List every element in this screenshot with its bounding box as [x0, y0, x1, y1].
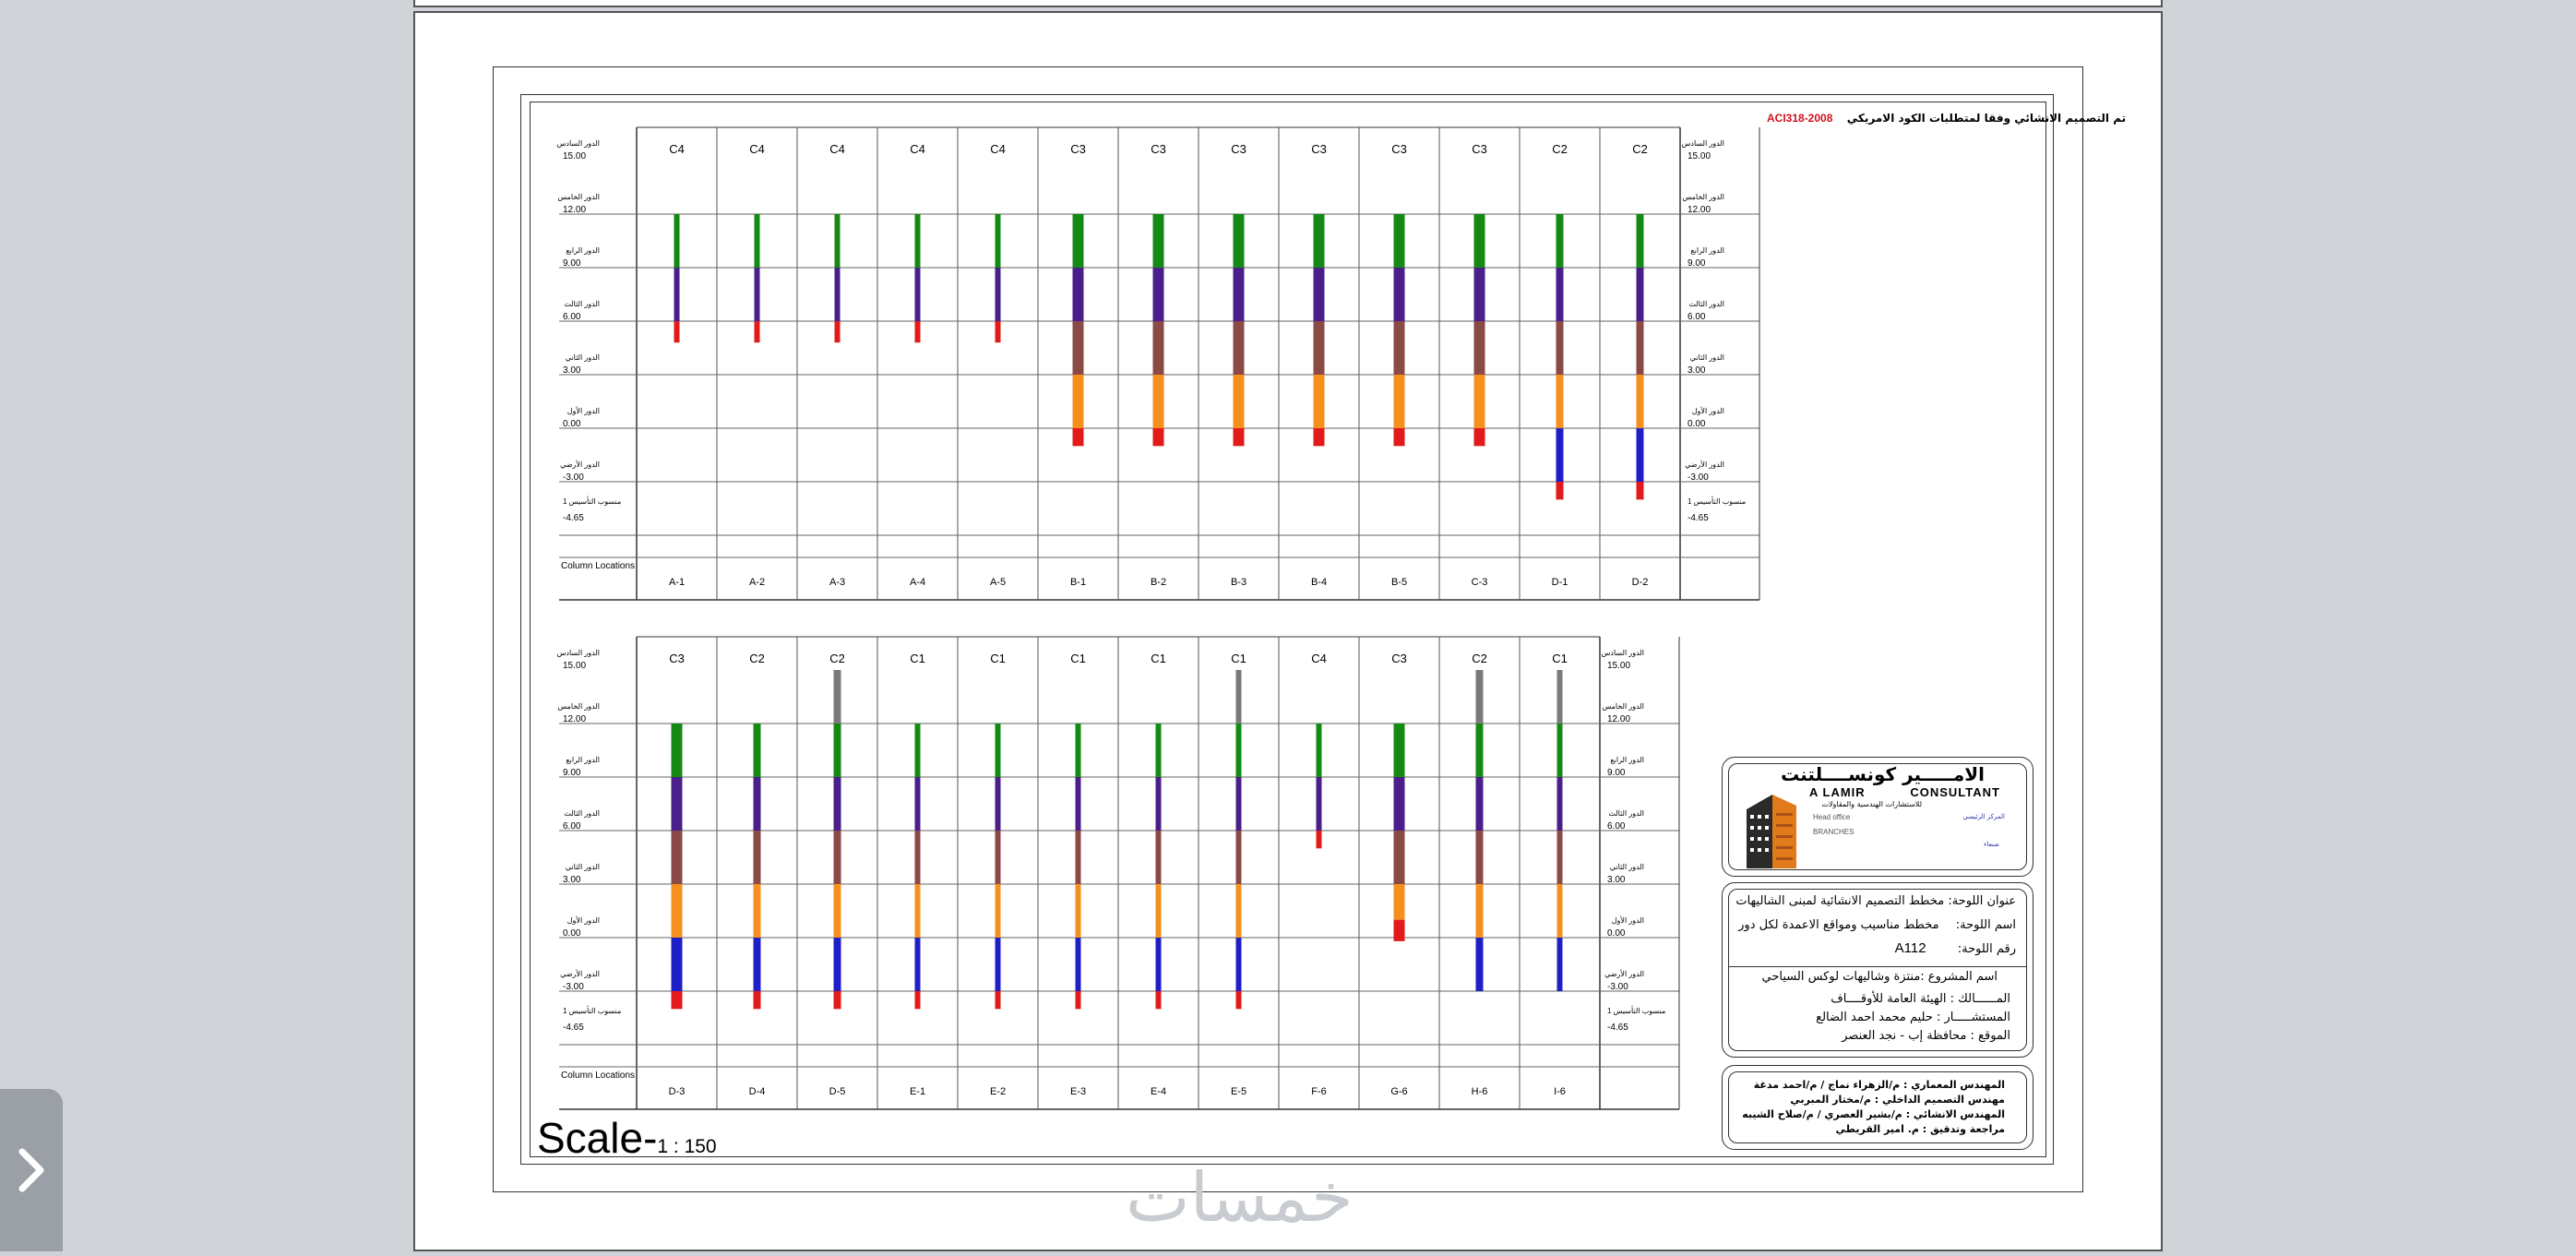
- level-name: الدور الخامس: [1602, 702, 1644, 711]
- level-name: الدور الثالث: [564, 809, 600, 818]
- level-elevation: 15.00: [1607, 661, 1631, 671]
- level-elevation: 9.00: [563, 768, 581, 778]
- sheet-name-label: اسم اللوحة:: [1955, 918, 2016, 932]
- column-segment: [1073, 268, 1084, 321]
- column-segment: [1314, 375, 1325, 428]
- column-segment: [1556, 375, 1564, 428]
- column-type-label: C3: [1391, 142, 1407, 156]
- column-segment: [1637, 321, 1644, 375]
- column-segment: [1234, 268, 1245, 321]
- column-segment: [754, 884, 761, 938]
- column-segment: [1073, 375, 1084, 428]
- column-segment: [755, 214, 760, 268]
- level-name: الدور السادس: [556, 139, 600, 148]
- level-elevation: -4.65: [1607, 1023, 1628, 1033]
- column-segment: [996, 268, 1001, 321]
- column-segment: [674, 268, 680, 321]
- company-name-en: [1809, 785, 2000, 799]
- column-segment: [1236, 991, 1242, 1009]
- column-segment: [1394, 428, 1405, 446]
- level-elevation: -3.00: [1688, 472, 1709, 483]
- column-segment: [1394, 214, 1405, 268]
- column-segment: [672, 831, 683, 884]
- column-type-label: C2: [749, 652, 765, 665]
- column-type-label: C3: [1151, 142, 1166, 156]
- column-segment: [1637, 428, 1644, 482]
- sheet-title-label: عنوان اللوحة:: [1948, 894, 2016, 908]
- column-segment: [835, 268, 841, 321]
- level-name: الدور الرابع: [1610, 756, 1644, 764]
- architect-line: المهندس المعماري : م/الزهراء نماج / م/احمد مدغة: [1753, 1079, 2005, 1091]
- column-location-label: D-2: [1631, 577, 1649, 588]
- column-segment: [1153, 268, 1164, 321]
- level-elevation: 12.00: [1688, 205, 1711, 215]
- column-segment: [1557, 884, 1563, 938]
- column-segment: [1394, 777, 1405, 831]
- column-type-label: C3: [1391, 652, 1407, 665]
- column-segment: [1556, 214, 1564, 268]
- column-location-label: A-4: [909, 577, 926, 588]
- column-segment: [1076, 777, 1081, 831]
- column-segment: [996, 724, 1001, 777]
- review-line: مراجعة وتدقيق : م. امير القريطي: [1835, 1123, 2005, 1135]
- site-label: الموقع :: [1970, 1029, 2010, 1043]
- column-segment: [1557, 938, 1563, 991]
- office-branches: BRANCHES: [1813, 828, 1854, 836]
- column-type-label: C3: [1231, 142, 1246, 156]
- column-segment: [996, 884, 1001, 938]
- column-segment: [996, 321, 1001, 342]
- column-segment: [835, 214, 841, 268]
- level-elevation: 9.00: [1607, 768, 1626, 778]
- company-subtitle-ar: للاستشارات الهندسية والمقاولات: [1821, 800, 1922, 808]
- level-name: الدور الثاني: [1609, 863, 1644, 871]
- header-code: ACI318-2008: [1767, 112, 1833, 125]
- consultant-label: المستشـــــار :: [1937, 1011, 2010, 1024]
- column-segment: [674, 214, 680, 268]
- level-name: الدور الأرضي: [1604, 970, 1644, 978]
- column-segment: [1557, 777, 1563, 831]
- level-name: الدور الأرضي: [560, 970, 600, 978]
- column-segment: [672, 991, 683, 1009]
- company-name-en-left: A LAMIR: [1809, 785, 1866, 799]
- column-segment: [1236, 670, 1242, 724]
- sheet-name: مخطط مناسيب ومواقع الاعمدة لكل دور: [1738, 918, 1939, 932]
- column-segment: [1476, 884, 1484, 938]
- level-name: الدور السادس: [556, 649, 600, 657]
- project-row: [1762, 970, 1998, 984]
- site-row: [1842, 1029, 2010, 1043]
- column-segment: [1314, 428, 1325, 446]
- column-segment: [1637, 268, 1644, 321]
- column-location-label: D-4: [748, 1086, 766, 1097]
- level-name: الدور الرابع: [1690, 246, 1724, 255]
- column-type-label: C4: [829, 142, 845, 156]
- column-segment: [1394, 920, 1405, 941]
- column-segment: [674, 321, 680, 342]
- column-location-label: D-1: [1551, 577, 1568, 588]
- scale-label: Scale-: [537, 1114, 658, 1162]
- level-elevation: 12.00: [563, 205, 587, 215]
- column-segment: [1156, 884, 1162, 938]
- column-type-label: C2: [1552, 142, 1568, 156]
- level-elevation: 12.00: [1607, 714, 1631, 724]
- column-location-label: B-5: [1390, 577, 1408, 588]
- column-type-label: C1: [1151, 652, 1166, 665]
- level-elevation: 6.00: [1607, 821, 1626, 831]
- owner-row: [1831, 992, 2010, 1006]
- column-segment: [996, 991, 1001, 1009]
- consultant-row: [1816, 1011, 2010, 1024]
- column-segment: [1476, 670, 1484, 724]
- level-name: منسوب التأسيس 1: [563, 1007, 622, 1015]
- level-elevation: 9.00: [563, 258, 581, 269]
- project-label: اسم المشروع :: [1920, 970, 1998, 984]
- level-name: الدور الرابع: [566, 246, 600, 255]
- column-segment: [1476, 938, 1484, 991]
- column-segment: [1073, 214, 1084, 268]
- sheet-title: مخطط التصميم الانشائية لمبنى الشاليهات: [1735, 894, 1945, 908]
- level-name: الدور الأرضي: [560, 461, 600, 469]
- level-name: الدور الأول: [566, 916, 600, 925]
- building-logo-icon: [1741, 782, 1806, 870]
- consultant-name: حليم محمد احمد الضالع: [1816, 1011, 1933, 1024]
- column-segment: [834, 884, 841, 938]
- column-segment: [834, 724, 841, 777]
- column-location-label: B-3: [1230, 577, 1247, 588]
- column-type-label: C1: [1231, 652, 1246, 665]
- column-segment: [1474, 375, 1485, 428]
- column-segment: [1156, 938, 1162, 991]
- column-segment: [1156, 991, 1162, 1009]
- column-location-label: A-5: [989, 577, 1007, 588]
- scale-caption: [537, 1113, 717, 1163]
- column-type-label: C4: [1311, 652, 1327, 665]
- level-elevation: 15.00: [1688, 151, 1711, 161]
- column-segment: [834, 938, 841, 991]
- level-elevation: 0.00: [563, 928, 581, 939]
- column-segment: [1314, 268, 1325, 321]
- office-head-ar: المركز الرئيسي: [1962, 813, 2005, 820]
- column-type-label: C4: [749, 142, 765, 156]
- level-name: منسوب التأسيس 1: [1607, 1007, 1666, 1015]
- column-segment: [1076, 938, 1081, 991]
- column-segment: [1476, 724, 1484, 777]
- level-elevation: 0.00: [1607, 928, 1626, 939]
- level-elevation: 3.00: [1688, 365, 1706, 376]
- column-segment: [1637, 214, 1644, 268]
- column-type-label: C3: [669, 652, 685, 665]
- column-type-label: C1: [1552, 652, 1568, 665]
- owner-label: المــــــالك :: [1950, 992, 2010, 1006]
- column-segment: [1556, 321, 1564, 375]
- column-segment: [915, 938, 921, 991]
- level-elevation: -4.65: [563, 1023, 584, 1033]
- column-segment: [1156, 724, 1162, 777]
- level-name: الدور الأول: [1691, 407, 1724, 415]
- level-elevation: 6.00: [1688, 312, 1706, 322]
- column-segment: [915, 884, 921, 938]
- column-type-label: C3: [1311, 142, 1327, 156]
- column-segment: [1474, 268, 1485, 321]
- column-segment: [915, 991, 921, 1009]
- column-segment: [672, 724, 683, 777]
- column-segment: [1394, 268, 1405, 321]
- column-location-label: A-3: [829, 577, 846, 588]
- column-locations-label: Column Locations: [561, 1071, 636, 1081]
- level-name: الدور الثالث: [1608, 809, 1644, 818]
- sheet-title-row: [1735, 894, 2016, 908]
- level-elevation: 12.00: [563, 714, 587, 724]
- level-elevation: -3.00: [1607, 982, 1628, 992]
- level-elevation: 3.00: [1607, 875, 1626, 885]
- column-segment: [1476, 831, 1484, 884]
- column-segment: [834, 991, 841, 1009]
- column-location-label: A-2: [748, 577, 766, 588]
- chevron-right-icon: [0, 1089, 63, 1251]
- column-segment: [672, 884, 683, 938]
- column-segment: [754, 777, 761, 831]
- level-elevation: -4.65: [563, 513, 584, 523]
- column-segment: [754, 724, 761, 777]
- column-segment: [1073, 428, 1084, 446]
- column-segment: [754, 991, 761, 1009]
- column-segment: [1557, 670, 1563, 724]
- column-type-label: C4: [910, 142, 925, 156]
- column-segment: [1236, 831, 1242, 884]
- column-segment: [1234, 428, 1245, 446]
- column-segment: [834, 777, 841, 831]
- column-segment: [834, 670, 841, 724]
- column-segment: [1474, 428, 1485, 446]
- column-segment: [915, 724, 921, 777]
- column-segment: [915, 831, 921, 884]
- column-segment: [1073, 321, 1084, 375]
- column-segment: [1153, 375, 1164, 428]
- column-segment: [1153, 214, 1164, 268]
- level-name: الدور الثالث: [564, 300, 600, 308]
- level-name: منسوب التأسيس 1: [1688, 497, 1747, 506]
- column-segment: [1394, 375, 1405, 428]
- column-segment: [1236, 938, 1242, 991]
- column-segment: [1076, 831, 1081, 884]
- project-name: منتزة وشاليهات لوكس السياحي: [1761, 970, 1921, 984]
- column-type-label: C3: [1070, 142, 1086, 156]
- level-name: الدور الخامس: [557, 702, 600, 711]
- column-segment: [1317, 724, 1322, 777]
- column-segment: [1317, 777, 1322, 831]
- level-elevation: 6.00: [563, 821, 581, 831]
- column-segment: [996, 214, 1001, 268]
- column-location-label: G-6: [1390, 1086, 1408, 1097]
- sidebar-expand-button[interactable]: [0, 1089, 63, 1251]
- column-segment: [1394, 831, 1405, 884]
- column-segment: [755, 321, 760, 342]
- column-segment: [835, 321, 841, 342]
- column-segment: [1394, 884, 1405, 920]
- column-segment: [672, 777, 683, 831]
- level-name: الدور الخامس: [557, 193, 600, 201]
- column-segment: [1156, 831, 1162, 884]
- column-location-label: E-2: [989, 1086, 1007, 1097]
- column-location-label: A-1: [668, 577, 686, 588]
- column-segment: [754, 938, 761, 991]
- level-elevation: -3.00: [563, 982, 584, 992]
- column-type-label: C3: [1472, 142, 1487, 156]
- structural-line: المهندس الانشائي : م/بشير العصري / م/صلاح الشيبه: [1742, 1108, 2005, 1120]
- column-location-label: E-4: [1150, 1086, 1167, 1097]
- column-segment: [1557, 724, 1563, 777]
- level-name: الدور الأرضي: [1685, 461, 1724, 469]
- column-segment: [915, 321, 921, 342]
- column-segment: [1317, 831, 1322, 848]
- column-segment: [1394, 724, 1405, 777]
- title-block-engineers: [1722, 1065, 2033, 1150]
- company-name-ar: الامـــــير كونســــلتنت: [1781, 763, 1985, 785]
- level-elevation: 15.00: [563, 661, 587, 671]
- column-segment: [1556, 482, 1564, 499]
- title-block-logo: [1722, 757, 2033, 877]
- column-location-label: E-3: [1069, 1086, 1087, 1097]
- level-name: الدور الرابع: [566, 756, 600, 764]
- column-location-label: D-3: [668, 1086, 686, 1097]
- interior-line: مهندس التصميم الداخلي : م/مختار المبربي: [1790, 1094, 2005, 1106]
- level-elevation: 3.00: [563, 875, 581, 885]
- column-location-label: E-1: [909, 1086, 926, 1097]
- level-name: الدور الثاني: [565, 353, 600, 362]
- column-segment: [915, 268, 921, 321]
- title-block-sheet-info: [1722, 882, 2033, 1058]
- level-elevation: 0.00: [1688, 419, 1706, 429]
- column-location-label: D-5: [829, 1086, 846, 1097]
- column-segment: [1234, 321, 1245, 375]
- company-name-en-right: CONSULTANT: [1910, 785, 2000, 799]
- scale-value: 1 : 150: [657, 1136, 717, 1157]
- sheet-number-row: [1895, 940, 2016, 956]
- column-segment: [1076, 884, 1081, 938]
- column-segment: [1314, 321, 1325, 375]
- column-segment: [1557, 831, 1563, 884]
- level-name: الدور السادس: [1601, 649, 1644, 657]
- column-location-label: C-3: [1471, 577, 1488, 588]
- column-type-label: C1: [990, 652, 1006, 665]
- office-head: Head office: [1813, 813, 1851, 821]
- column-type-label: C1: [1070, 652, 1086, 665]
- column-segment: [1236, 884, 1242, 938]
- column-location-label: B-1: [1069, 577, 1087, 588]
- column-segment: [996, 777, 1001, 831]
- column-segment: [1474, 321, 1485, 375]
- owner-name: الهيئة العامة للأوقــــاف: [1831, 992, 1947, 1006]
- column-segment: [834, 831, 841, 884]
- column-segment: [915, 777, 921, 831]
- column-segment: [755, 268, 760, 321]
- column-type-label: C2: [829, 652, 845, 665]
- header-note-text: تم التصميم الانشائي وفقا لمتطلبات الكود الامريكي: [1846, 112, 2127, 125]
- column-type-label: C2: [1472, 652, 1487, 665]
- column-location-label: E-5: [1230, 1086, 1247, 1097]
- sheet-name-row: [1738, 918, 2016, 932]
- column-location-label: I-6: [1554, 1086, 1566, 1097]
- level-name: الدور الثاني: [1689, 353, 1724, 362]
- column-type-label: C4: [990, 142, 1006, 156]
- column-segment: [672, 938, 683, 991]
- level-name: الدور الثالث: [1688, 300, 1724, 308]
- column-segment: [1156, 777, 1162, 831]
- column-location-label: F-6: [1311, 1086, 1327, 1097]
- column-type-label: C1: [910, 652, 925, 665]
- column-segment: [1153, 321, 1164, 375]
- column-segment: [1637, 482, 1644, 499]
- column-segment: [915, 214, 921, 268]
- site-name: محافظة إب - نجد العنصر: [1842, 1029, 1967, 1043]
- level-elevation: -3.00: [563, 472, 584, 483]
- column-location-label: B-4: [1310, 577, 1328, 588]
- level-elevation: 0.00: [563, 419, 581, 429]
- level-name: الدور الأول: [1611, 916, 1644, 925]
- column-segment: [996, 831, 1001, 884]
- column-segment: [1394, 321, 1405, 375]
- column-location-label: H-6: [1471, 1086, 1488, 1097]
- column-segment: [1236, 724, 1242, 777]
- level-elevation: 9.00: [1688, 258, 1706, 269]
- column-segment: [1474, 214, 1485, 268]
- sheet-number: A112: [1894, 940, 1926, 956]
- column-segment: [1637, 375, 1644, 428]
- column-segment: [1076, 991, 1081, 1009]
- column-segment: [1076, 724, 1081, 777]
- level-elevation: 3.00: [563, 365, 581, 376]
- column-segment: [1236, 777, 1242, 831]
- level-name: الدور السادس: [1681, 139, 1724, 148]
- column-segment: [754, 831, 761, 884]
- column-segment: [1153, 428, 1164, 446]
- column-segment: [1314, 214, 1325, 268]
- column-segment: [1234, 375, 1245, 428]
- column-location-label: B-2: [1150, 577, 1167, 588]
- column-segment: [1556, 428, 1564, 482]
- column-locations-label: Column Locations: [561, 561, 636, 571]
- level-elevation: 15.00: [563, 151, 587, 161]
- logo-caption: صنعاء: [1984, 841, 1999, 848]
- level-name: الدور الأول: [566, 407, 600, 415]
- level-name: الدور الثاني: [565, 863, 600, 871]
- sheet-number-label: رقم اللوحة:: [1957, 942, 2016, 956]
- column-segment: [1556, 268, 1564, 321]
- level-elevation: 6.00: [563, 312, 581, 322]
- column-segment: [1234, 214, 1245, 268]
- watermark: خمسات: [1126, 1158, 1354, 1238]
- column-segment: [996, 938, 1001, 991]
- column-type-label: C2: [1632, 142, 1648, 156]
- column-type-label: C4: [669, 142, 685, 156]
- level-name: الدور الخامس: [1682, 193, 1724, 201]
- level-name: منسوب التأسيس 1: [563, 497, 622, 506]
- column-segment: [1476, 777, 1484, 831]
- level-elevation: -4.65: [1688, 513, 1709, 523]
